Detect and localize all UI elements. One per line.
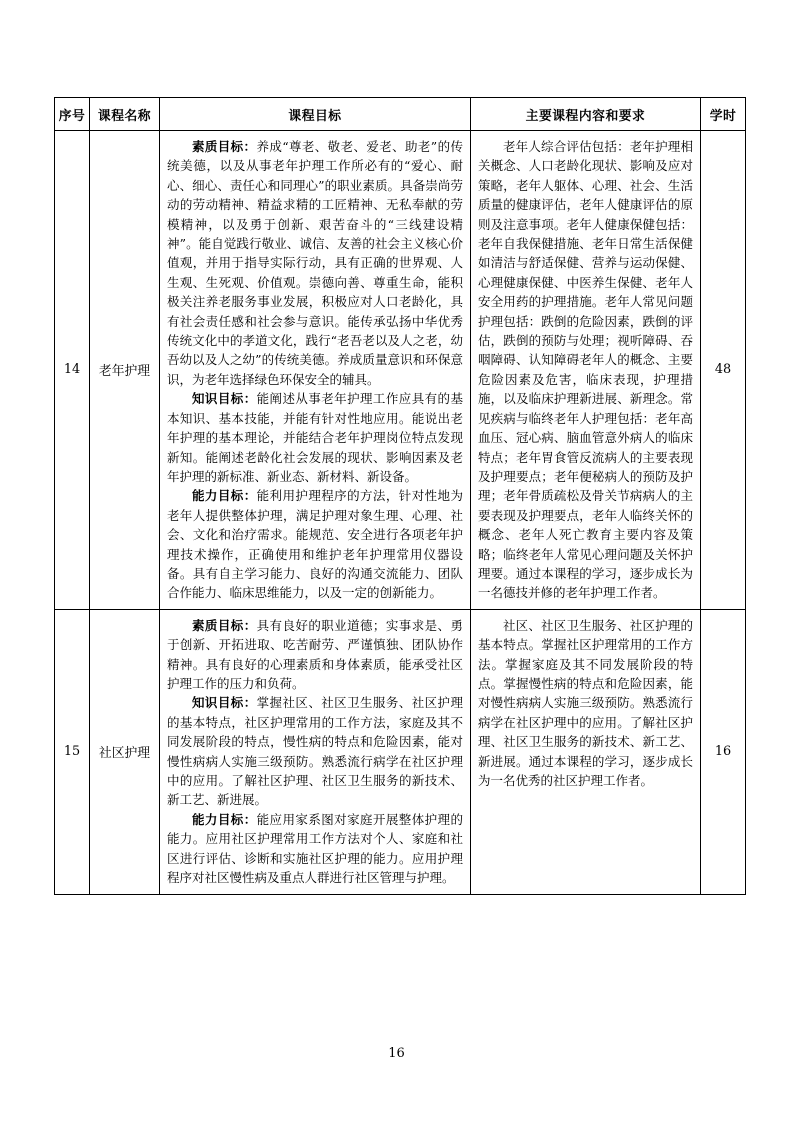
table-row xyxy=(55,609,746,894)
row15-serial-number: 15 xyxy=(55,609,90,894)
row14-serial-number: 14 xyxy=(55,131,90,610)
objective-text: 能利用护理程序的方法，针对性地为老年人提供整体护理，满足护理对象生理、心理、社会、文化和治疗需求。能规范、安全进行各项老年护理技术操作，正确使用和维护老年护理常用仪器设备。具有自主学习能力、良好的沟通交流能力、团队合作能力、临床思维能力，以及一定的创新能力。 xyxy=(167,488,463,601)
row15-course-name: 社区护理 xyxy=(90,609,160,894)
objective-text: 能阐述从事老年护理工作应具有的基本知识、基本技能，并能有针对性地应用。能说出老年护理的基本理论，并能结合老年护理岗位特点发现新知。能阐述老龄化社会发展的现状、影响因素及老年护理的新标准、新业态、新材料、新设备。 xyxy=(167,391,463,484)
row15-content-text: 社区、社区卫生服务、社区护理的基本特点。掌握社区护理常用的工作方法。掌握家庭及其不同发展阶段的特点。掌握慢性病的特点和危险因素，能对慢性病病人实施三级预防。熟悉流行病学在社区护理中的应用。了解社区护理、社区卫生服务的新技术、新工艺、新进展。通过本课程的学习，逐步成长为一名优秀的社区护理工作者。 xyxy=(478,617,693,788)
row15-course-content xyxy=(471,609,701,894)
header-serial-number: 序号 xyxy=(55,98,90,131)
objective-text: 掌握社区、社区卫生服务、社区护理的基本特点，社区护理常用的工作方法，家庭及其不同发展阶段的特点，慢性病的特点和危险因素，能对慢性病病人实施三级预防。熟悉流行病学在社区护理中的应用。了解社区护理、社区卫生服务的新技术、新工艺、新进展。 xyxy=(167,695,463,808)
page-number: 16 xyxy=(388,1046,405,1061)
objective-text: 具有良好的职业道德；实事求是、勇于创新、开拓进取、吃苦耐劳、严谨慎独、团队协作精神。具有良好的心理素质和身体素质，能承受社区护理工作的压力和负荷。 xyxy=(167,617,463,691)
row15-class-hours: 16 xyxy=(701,609,746,894)
objective-label: 素质目标： xyxy=(192,617,257,633)
row15-quality-objective xyxy=(167,616,463,694)
row14-knowledge-objective xyxy=(167,389,463,486)
row15-knowledge-objective xyxy=(167,693,463,809)
row14-course-name: 老年护理 xyxy=(90,131,160,610)
row15-ability-objective xyxy=(167,810,463,888)
header-class-hours: 学时 xyxy=(701,98,746,131)
row14-ability-objective xyxy=(167,486,463,602)
table-header-row xyxy=(55,98,746,131)
row15-course-objectives xyxy=(160,609,471,894)
row14-class-hours: 48 xyxy=(701,131,746,610)
objective-label: 能力目标： xyxy=(192,488,257,504)
row14-course-content xyxy=(471,131,701,610)
objective-label: 能力目标： xyxy=(192,811,257,827)
objective-text: 养成“尊老、敬老、爱老、助老”的传统美德，以及从事老年护理工作所必有的“爱心、耐心、细心、责任心和同理心”的职业素质。具备崇尚劳动的劳动精神、精益求精的工匠精神、无私奉献的劳模精神，以及勇于创新、艰苦奋斗的“三线建设精神”。能自觉践行敬业、诚信、友善的社会主义核心价值观，并用于指导实际行动，具有正确的世界观、人生观、生死观、价值观。崇德向善、尊重生命，能积极关注养老服务事业发展，积极应对人口老龄化，具有社会责任感和社会参与意识。能传承弘扬中华优秀传统文化中的孝道文化，践行“老吾老以及人之老，幼吾幼以及人之幼”的传统美德。养成质量意识和环保意识，为老年选择绿色环保安全的辅具。 xyxy=(167,139,463,387)
course-syllabus-table xyxy=(54,97,746,895)
row14-quality-objective xyxy=(167,137,463,389)
objective-label: 知识目标： xyxy=(192,391,257,407)
objective-label: 知识目标： xyxy=(192,695,257,711)
objective-label: 素质目标： xyxy=(192,139,257,154)
table-row xyxy=(55,131,746,610)
header-course-content: 主要课程内容和要求 xyxy=(471,98,701,131)
header-course-objectives: 课程目标 xyxy=(160,98,471,131)
row14-course-objectives xyxy=(160,131,471,610)
row14-content-text: 老年人综合评估包括：老年护理相关概念、人口老龄化现状、影响及应对策略，老年人躯体、心理、社会、生活质量的健康评估，老年人健康评估的原则及注意事项。老年人健康保健包括：老年自我保健措施、老年日常生活保健如清洁与舒适保健、营养与运动保健、心理健康保健、中医养生保健、老年人安全用药的护理措施。老年人常见问题护理包括：跌倒的危险因素，跌倒的评估，跌倒的预防与处理；视听障碍、吞咽障碍、认知障碍老年人的概念、主要危险因素及危害，临床表现，护理措施，以及临床护理新进展、新理念。常见疾病与临终老年人护理包括：老年高血压、冠心病、脑血管意外病人的临床特点；老年胃食管反流病人的主要表现及护理要点；老年便秘病人的预防及护理；老年骨质疏松及骨关节病病人的主要表现及护理要点，老年人临终关怀的概念、老年人死亡教育主要内容及策略；临终老年人常见心理问题及关怀护理要。通过本课程的学习，逐步成长为一名德技并修的老年护理工作者。 xyxy=(478,139,693,601)
objective-text: 能应用家系图对家庭开展整体护理的能力。应用社区护理常用工作方法对个人、家庭和社区进行评估、诊断和实施社区护理的能力。应用护理程序对社区慢性病及重点人群进行社区管理与护理。 xyxy=(167,811,463,886)
header-course-name: 课程名称 xyxy=(90,98,160,131)
